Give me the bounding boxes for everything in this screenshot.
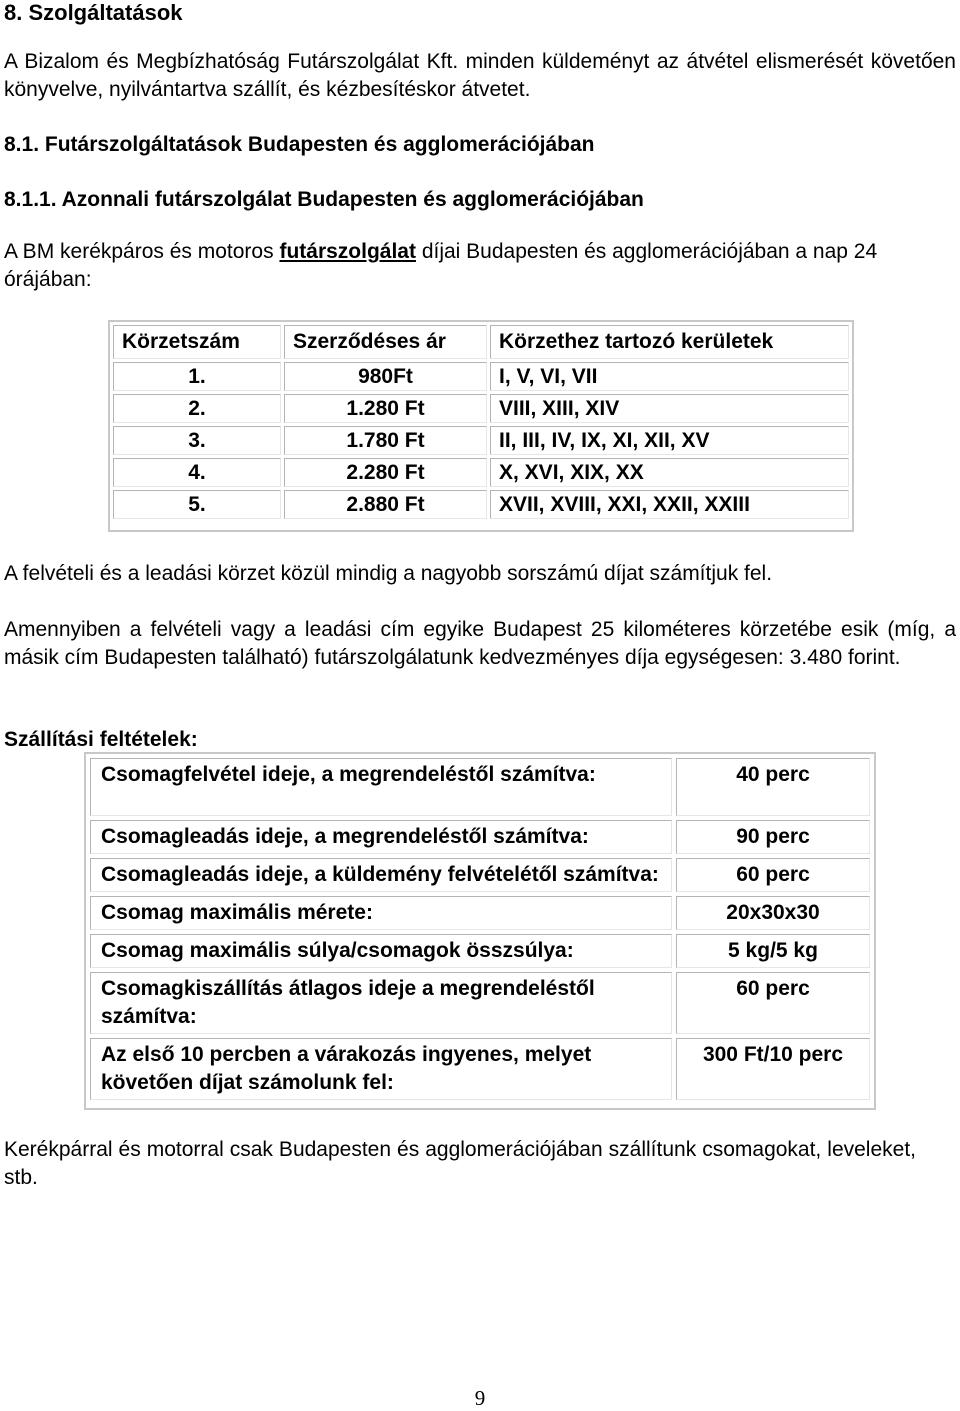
condition-value: 60 perc [676, 858, 870, 892]
page-number: 9 [474, 1386, 486, 1410]
condition-label: Csomag maximális súlya/csomagok összsúlya: [90, 934, 672, 968]
table-row [90, 934, 870, 968]
zone-price: 2.880 Ft [284, 490, 487, 519]
header-zone: Körzetszám [113, 325, 281, 359]
condition-label: Csomagkiszállítás átlagos ideje a megrendeléstől számítva: [90, 972, 672, 1034]
table-row [113, 362, 849, 391]
zone-number: 3. [113, 426, 281, 455]
zone-price: 980Ft [284, 362, 487, 391]
table-row [113, 394, 849, 423]
condition-label: Az első 10 percben a várakozás ingyenes, melyet követően díjat számolunk fel: [90, 1038, 672, 1100]
condition-label: Csomagleadás ideje, a küldemény felvételétől számítva: [90, 858, 672, 892]
zone-districts: I, V, VI, VII [490, 362, 849, 391]
agglomeration-note: Amennyiben a felvételi vagy a leadási cím egyike Budapest 25 kilométeres körzetébe esik (míg, a másik cím Budapesten található) futárszolgálatunk kedvezményes díja egységesen: 3.480 forint. [4, 618, 956, 669]
zone-price: 2.280 Ft [284, 458, 487, 487]
zone-number: 4. [113, 458, 281, 487]
condition-value: 60 perc [676, 972, 870, 1034]
futarszolgalat-link[interactable]: futárszolgálat [279, 240, 416, 263]
table-row [90, 1038, 870, 1100]
zone-districts: XVII, XVIII, XXI, XXII, XXIII [490, 490, 849, 519]
table-row [90, 858, 870, 892]
table-row [90, 758, 870, 816]
zones-table-header [113, 325, 849, 359]
table-row [113, 490, 849, 519]
closing-paragraph: Kerékpárral és motorral csak Budapesten és agglomerációjában szállítunk csomagokat, leveleket, stb. [4, 1138, 916, 1189]
condition-value: 5 kg/5 kg [676, 934, 870, 968]
conditions-title: Szállítási feltételek: [4, 728, 198, 751]
table-row [113, 458, 849, 487]
condition-value: 20x30x30 [676, 896, 870, 930]
table-row [90, 896, 870, 930]
zone-districts: VIII, XIII, XIV [490, 394, 849, 423]
rates-intro-after: díjai Budapesten és agglomerációjában a nap 24 órájában: [4, 240, 878, 291]
header-districts: Körzethez tartozó kerületek [490, 325, 849, 359]
table-row [90, 820, 870, 854]
zone-price: 1.780 Ft [284, 426, 487, 455]
zone-districts: X, XVI, XIX, XX [490, 458, 849, 487]
zone-number: 5. [113, 490, 281, 519]
zone-number: 2. [113, 394, 281, 423]
header-price: Szerződéses ár [284, 325, 487, 359]
zone-price: 1.280 Ft [284, 394, 487, 423]
zone-districts: II, III, IV, IX, XI, XII, XV [490, 426, 849, 455]
zone-number: 1. [113, 362, 281, 391]
table-row [90, 972, 870, 1034]
condition-value: 40 perc [676, 758, 870, 816]
intro-paragraph: A Bizalom és Megbízhatóság Futárszolgálat Kft. minden küldeményt az átvétel elismerését követően könyvelve, nyilvántartva szállít, és kézbesítéskor átvetet. [4, 50, 956, 101]
zone-rule-note: A felvételi és a leadási körzet közül mindig a nagyobb sorszámú díjat számítjuk fel. [4, 562, 773, 585]
condition-value: 300 Ft/10 perc [676, 1038, 870, 1100]
rates-intro [4, 238, 924, 294]
condition-label: Csomag maximális mérete: [90, 896, 672, 930]
subsection-title: 8.1. Futárszolgáltatások Budapesten és agglomerációjában [4, 133, 595, 156]
condition-label: Csomagleadás ideje, a megrendeléstől számítva: [90, 820, 672, 854]
zones-table [108, 320, 854, 532]
rates-intro-before: A BM kerékpáros és motoros [4, 240, 280, 263]
subsubsection-title: 8.1.1. Azonnali futárszolgálat Budapesten és agglomerációjában [4, 188, 644, 211]
table-row [113, 426, 849, 455]
conditions-table [84, 752, 876, 1110]
section-title: 8. Szolgáltatások [4, 0, 183, 25]
condition-value: 90 perc [676, 820, 870, 854]
condition-label: Csomagfelvétel ideje, a megrendeléstől számítva: [90, 758, 672, 816]
